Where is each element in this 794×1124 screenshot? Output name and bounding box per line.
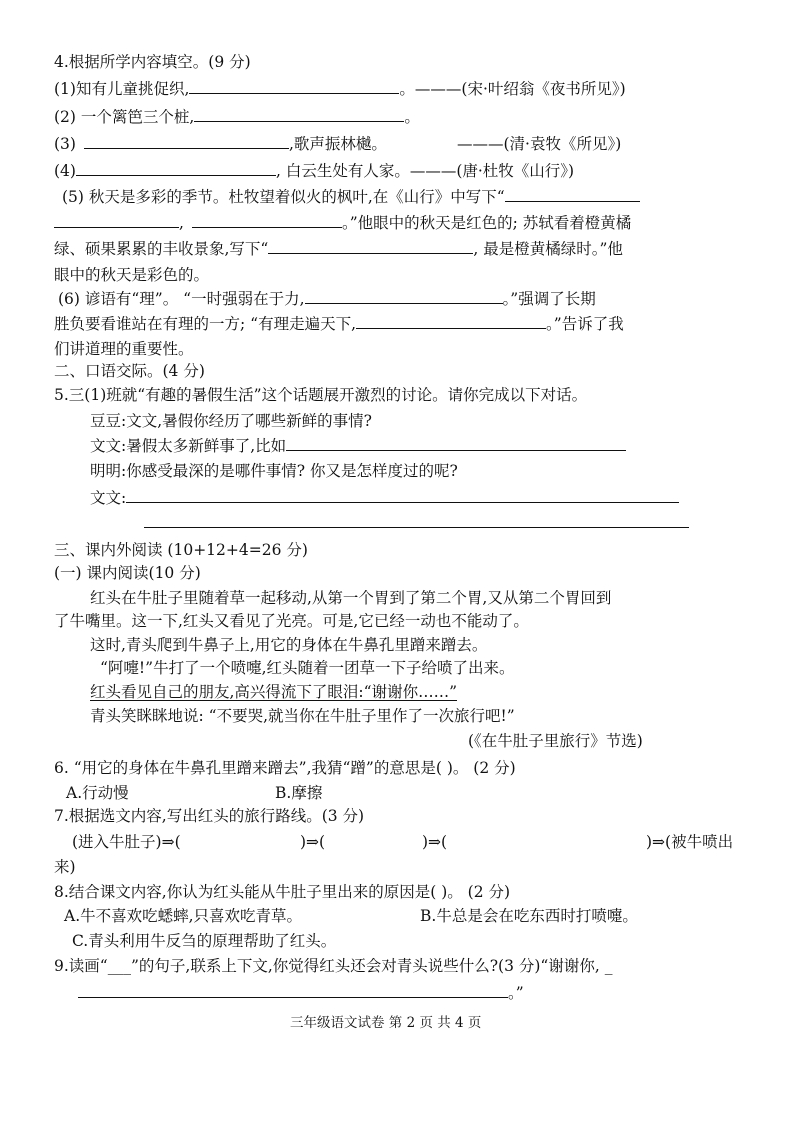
- answer-blank[interactable]: [268, 238, 473, 254]
- dialogue-wenwen-2: [90, 487, 679, 509]
- answer-blank[interactable]: [305, 288, 503, 304]
- q7-route-arrow-1: )⇒(: [300, 833, 326, 851]
- q4-item-6-text: (6) 谚语有“理”。 “一时强弱在于力,: [58, 290, 305, 308]
- q4-item-6-text-3: 胜负要看谁站在有理的一方; “有理走遍天下,: [54, 315, 357, 333]
- q4-item-5-comma: ,: [179, 214, 184, 232]
- q4-item-6-line1: [58, 288, 596, 310]
- q4-item-4-prefix: (4): [54, 162, 76, 180]
- q4-item-6-text-2: 。”强调了长期: [502, 290, 596, 308]
- q7-route-start: (进入牛肚子)⇒(: [72, 833, 181, 851]
- q4-item-5-text-3: 绿、硕果累累的丰收景象,写下“: [54, 240, 269, 258]
- dialogue-wenwen-1-text: 文文:暑假太多新鲜事了,比如: [90, 437, 287, 455]
- dialogue-doudou: 豆豆:文文,暑假你经历了哪些新鲜的事情?: [90, 412, 372, 430]
- q7-route-arrow-2: )⇒(: [422, 833, 448, 851]
- answer-line[interactable]: [144, 527, 689, 528]
- passage-p4-underlined: 红头看见自己的朋友,高兴得流下了眼泪:“谢谢你……”: [90, 683, 457, 701]
- q4-item-5-line1: [62, 186, 640, 208]
- q4-item-1-prefix: (1)知有儿童挑促织,: [54, 80, 190, 98]
- passage-p5: 青头笑眯眯地说: “不要哭,就当你在牛肚子里作了一次旅行吧!”: [90, 707, 515, 725]
- page-footer: 三年级语文试卷 第 2 页 共 4 页: [290, 1015, 482, 1031]
- q4-item-6-line2: [54, 313, 624, 335]
- dialogue-wenwen-2-label: 文文:: [90, 489, 127, 507]
- passage-p1-line2: 了牛嘴里。这一下,红头又看见了光亮。可是,它已经一动也不能动了。: [54, 612, 529, 630]
- answer-blank[interactable]: [286, 435, 626, 451]
- q9-end-quote: 。”: [508, 984, 524, 1002]
- passage-p2: 这时,青头爬到牛鼻子上,用它的身体在牛鼻孔里蹭来蹭去。: [90, 636, 488, 654]
- answer-blank[interactable]: [189, 78, 399, 94]
- q4-item-2-suffix: 。: [404, 108, 420, 126]
- q8-option-a[interactable]: A.牛不喜欢吃蟋蟀,只喜欢吃青草。: [64, 907, 303, 925]
- section-3-sub-1: (一) 课内阅读(10 分): [54, 564, 201, 582]
- dialogue-mingming: 明明:你感受最深的是哪件事情? 你又是怎样度过的呢?: [90, 462, 458, 480]
- answer-blank[interactable]: [78, 982, 508, 998]
- q8-stem: 8.结合课文内容,你认为红头能从牛肚子里出来的原因是( )。 (2 分): [54, 883, 511, 901]
- answer-blank[interactable]: [84, 133, 289, 149]
- answer-blank[interactable]: [194, 106, 404, 122]
- dialogue-wenwen-1: [90, 435, 626, 457]
- q4-item-6-line3: 们讲道理的重要性。: [54, 340, 194, 358]
- q4-item-1: [54, 78, 626, 100]
- passage-p1-line1: 红头在牛肚子里随着草一起移动,从第一个胃到了第二个胃,又从第二个胃回到: [90, 589, 612, 607]
- section-3-title: 三、课内外阅读 (10+12+4=26 分): [54, 541, 308, 559]
- q4-item-3-prefix: (3): [54, 135, 76, 153]
- answer-blank[interactable]: [54, 212, 179, 228]
- q4-item-6-text-4: 。”告诉了我: [546, 315, 624, 333]
- q6-option-b[interactable]: B.摩擦: [275, 784, 323, 802]
- q4-item-5-text: (5) 秋天是多彩的季节。杜牧望着似火的枫叶,在《山行》中写下“: [62, 188, 505, 206]
- q6-stem: 6. “用它的身体在牛鼻孔里蹭来蹭去”,我猜“蹭”的意思是( )。 (2 分): [54, 759, 516, 777]
- q4-item-4-suffix: , 白云生处有人家。———(唐·杜牧《山行》): [275, 162, 575, 180]
- q4-item-3-suffix: ,歌声振林樾。: [288, 135, 387, 153]
- passage-source: (《在牛肚子里旅行》节选): [468, 732, 643, 750]
- q4-item-1-suffix: 。———(宋·叶绍翁《夜书所见》): [399, 80, 626, 98]
- q4-item-5-text-4: , 最是橙黄橘绿时。”他: [473, 240, 623, 258]
- answer-blank[interactable]: [505, 186, 640, 202]
- q4-item-5-line3: [54, 238, 623, 260]
- section-2-title: 二、口语交际。(4 分): [54, 362, 205, 380]
- q9-stem: 9.读画“___”的句子,联系上下文,你觉得红头还会对青头说些什么?(3 分)“谢谢你, _: [54, 957, 613, 975]
- q4-item-2-prefix: (2) 一个篱笆三个桩,: [54, 108, 195, 126]
- q4-item-5-line4: 眼中的秋天是彩色的。: [54, 266, 210, 284]
- q4-item-4: [54, 160, 574, 182]
- q8-option-c[interactable]: C.青头利用牛反刍的原理帮助了红头。: [72, 932, 337, 950]
- answer-blank[interactable]: [76, 160, 276, 176]
- q4-title: 4.根据所学内容填空。(9 分): [54, 53, 251, 71]
- q5-stem: 5.三(1)班就“有趣的暑假生活”这个话题展开激烈的讨论。请你完成以下对话。: [54, 386, 588, 404]
- q4-item-3: [54, 133, 387, 155]
- q8-option-b[interactable]: B.牛总是会在吃东西时打喷嚏。: [420, 907, 638, 925]
- passage-p3: “阿嚏!”牛打了一个喷嚏,红头随着一团草一下子给喷了出来。: [100, 659, 515, 677]
- q4-item-5-line2: [54, 212, 631, 234]
- answer-blank[interactable]: [356, 313, 546, 329]
- answer-blank[interactable]: [192, 212, 342, 228]
- q7-stem: 7.根据选文内容,写出红头的旅行路线。(3 分): [54, 807, 365, 825]
- q7-route-end: )⇒(被牛喷出: [646, 833, 734, 851]
- q4-item-2: [54, 106, 420, 128]
- q6-option-a[interactable]: A.行动慢: [66, 784, 129, 802]
- answer-blank[interactable]: [126, 487, 679, 503]
- q4-item-3-source: ———(清·袁牧《所见》): [457, 135, 622, 153]
- q9-answer-line: [78, 982, 524, 1004]
- q4-item-5-text-2: 。”他眼中的秋天是红色的; 苏轼看着橙黄橘: [341, 214, 632, 232]
- q7-route-end-wrap: 来): [54, 858, 76, 876]
